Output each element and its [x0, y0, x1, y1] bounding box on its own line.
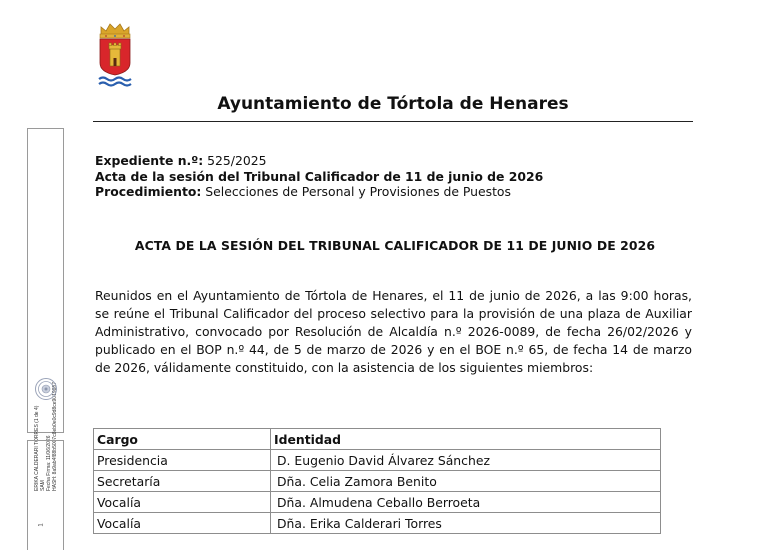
municipality-title: Ayuntamiento de Tórtola de Henares — [217, 94, 569, 114]
cargo-cell: Vocalía — [94, 492, 271, 513]
table-header-row — [94, 429, 661, 450]
cargo-cell: Vocalía — [94, 513, 271, 534]
stamp-line: ERIKA CALDERARI TORRES (1 de 4) — [34, 405, 40, 491]
tribunal-members-table — [93, 428, 661, 534]
stamp-line: HASH: 8a9ab4f88b5007c8eb0e0c9d8ce9019887 — [52, 382, 58, 491]
cargo-cell: Secretaría — [94, 471, 271, 492]
verification-seal-icon — [34, 377, 58, 401]
identidad-cell: Dña. Celia Zamora Benito — [271, 471, 661, 492]
procedimiento-line — [95, 184, 695, 200]
procedimiento-value: Selecciones de Personal y Provisiones de Puestos — [205, 184, 511, 199]
coat-of-arms-logo — [95, 18, 135, 90]
page-stamp-box — [27, 440, 64, 550]
stamp-line: SAM — [40, 480, 46, 491]
identidad-cell: Dña. Almudena Ceballo Berroeta — [271, 492, 661, 513]
table-row — [94, 471, 661, 492]
acta-line: Acta de la sesión del Tribunal Calificador de 11 de junio de 2026 — [95, 168, 544, 184]
expediente-value: 525/2025 — [207, 153, 267, 168]
section-heading: ACTA DE LA SESIÓN DEL TRIBUNAL CALIFICADOR DE 11 DE JUNIO DE 2026 — [134, 238, 656, 253]
table-row — [94, 513, 661, 534]
column-header-identidad: Identidad — [271, 429, 661, 450]
procedimiento-label: Procedimiento: — [95, 184, 202, 199]
identidad-cell: D. Eugenio David Álvarez Sánchez — [271, 450, 661, 471]
identidad-cell: Dña. Erika Calderari Torres — [271, 513, 661, 534]
body-paragraph: Reunidos en el Ayuntamiento de Tórtola de Henares, el 11 de junio de 2026, a las 9:00 horas, se reúne el Tribunal Calificador del proceso selectivo para la provisión de una plaza de Auxiliar Administrativo, convocado por Resolución de Alcaldía n.º 2026-0089, de fecha 26/02/2026 y publicado en el BOP n.º 44, de 5 de marzo de 2026 y en el BOE n.º 65, de fecha 14 de marzo de 2026, válidamente constituido, con la asistencia de los siguientes miembros: — [95, 288, 692, 375]
stamp-line: Fecha Firma: 11/06/2026 — [46, 435, 52, 491]
table-row — [94, 492, 661, 513]
document-meta — [95, 153, 695, 200]
header-divider — [93, 121, 693, 122]
page-mark: 1 — [38, 523, 45, 527]
cargo-cell: Presidencia — [94, 450, 271, 471]
expediente-line — [95, 153, 695, 169]
expediente-label: Expediente n.º: — [95, 153, 204, 168]
table-row — [94, 450, 661, 471]
column-header-cargo: Cargo — [94, 429, 271, 450]
